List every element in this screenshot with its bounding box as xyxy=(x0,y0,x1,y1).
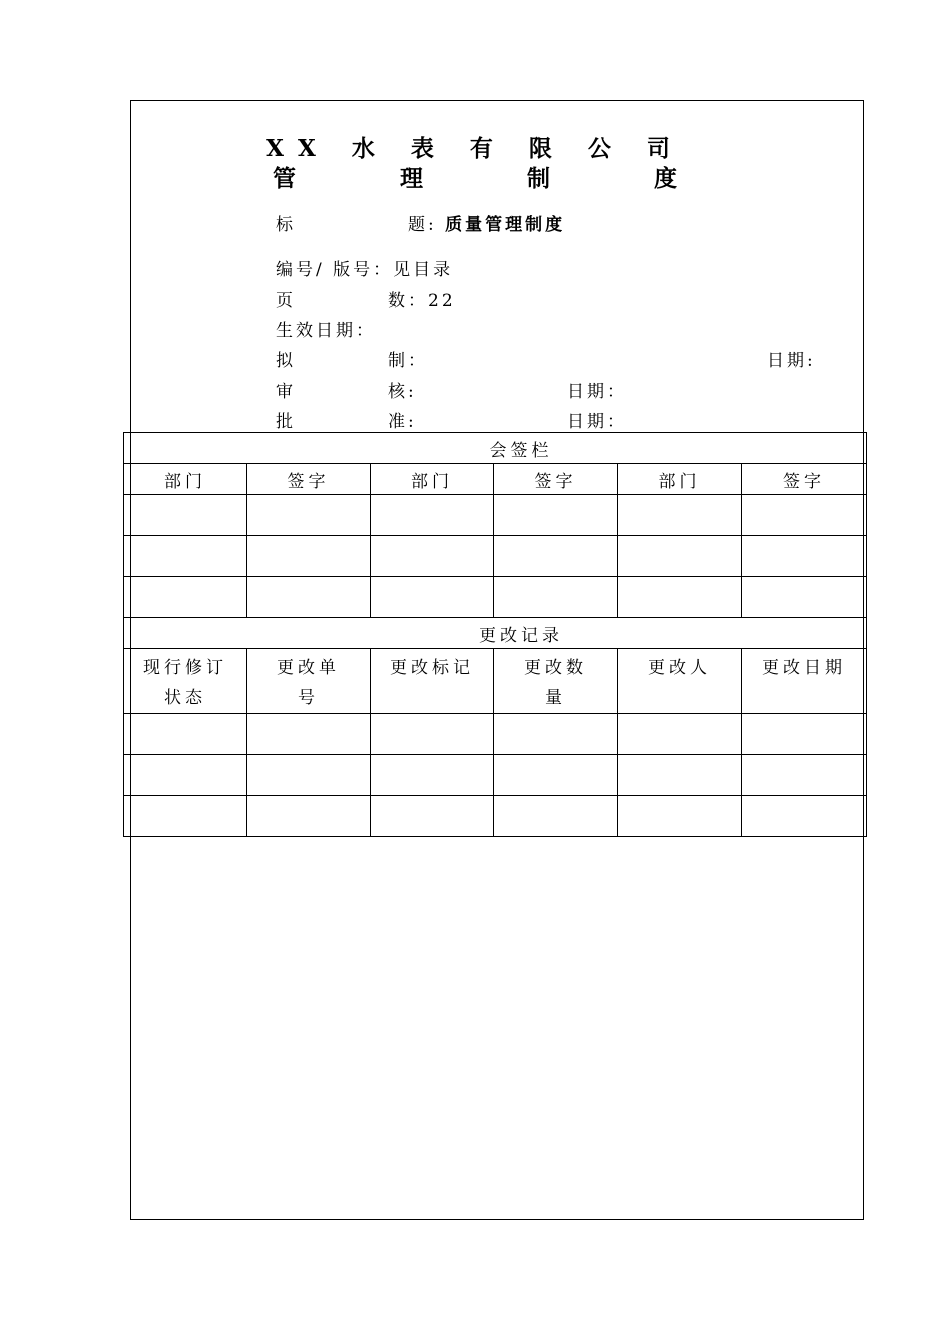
title-label-a: 标 xyxy=(276,215,296,235)
blank-cell[interactable] xyxy=(494,714,618,755)
review-date-label: 日期： xyxy=(567,382,627,402)
changes-row xyxy=(124,796,867,837)
blank-cell[interactable] xyxy=(371,714,494,755)
approve-label-b: 准: xyxy=(388,412,417,432)
blank-cell[interactable] xyxy=(618,536,742,577)
code-row xyxy=(276,255,453,280)
blank-cell[interactable] xyxy=(124,796,247,837)
effective-date-label: 生效日期： xyxy=(276,321,376,341)
title-label-b: 题: xyxy=(408,215,437,235)
blank-cell[interactable] xyxy=(742,495,867,536)
blank-cell[interactable] xyxy=(618,796,742,837)
header-line: 更改标记 xyxy=(390,658,474,678)
header-line: 状态 xyxy=(164,688,206,708)
blank-cell[interactable] xyxy=(371,536,494,577)
document-type: 管 理 制 度 xyxy=(272,165,726,192)
countersign-title-row xyxy=(124,433,867,464)
blank-cell[interactable] xyxy=(618,714,742,755)
blank-cell[interactable] xyxy=(618,495,742,536)
blank-cell[interactable] xyxy=(618,577,742,618)
approve-date-label: 日期： xyxy=(567,412,627,432)
blank-cell[interactable] xyxy=(247,755,371,796)
code-label: 编号/ 版号： xyxy=(276,260,394,280)
countersign-row xyxy=(124,495,867,536)
pages-label-a: 页 xyxy=(276,291,296,311)
countersign-header-dept: 部门 xyxy=(124,464,247,495)
blank-cell[interactable] xyxy=(371,796,494,837)
header-line: 号 xyxy=(298,688,319,708)
blank-cell[interactable] xyxy=(494,495,618,536)
header-line: 量 xyxy=(545,688,566,708)
changes-header-row xyxy=(124,649,867,714)
blank-cell[interactable] xyxy=(494,577,618,618)
review-label-b: 核: xyxy=(388,382,417,402)
blank-cell[interactable] xyxy=(742,755,867,796)
title-value: 质量管理制度 xyxy=(445,215,566,235)
changes-header-change-mark xyxy=(371,649,494,714)
blank-cell[interactable] xyxy=(742,536,867,577)
blank-cell[interactable] xyxy=(742,796,867,837)
draft-date-label: 日期: xyxy=(767,351,816,371)
signoff-table xyxy=(123,432,867,837)
blank-cell[interactable] xyxy=(742,577,867,618)
header-line: 更改数 xyxy=(524,658,587,678)
blank-cell[interactable] xyxy=(124,577,247,618)
blank-cell[interactable] xyxy=(494,755,618,796)
blank-cell[interactable] xyxy=(124,536,247,577)
countersign-title: 会签栏 xyxy=(124,433,867,464)
changes-header-change-qty xyxy=(494,649,618,714)
blank-cell[interactable] xyxy=(124,755,247,796)
review-label-a: 审 xyxy=(276,382,296,402)
countersign-row xyxy=(124,577,867,618)
changes-row xyxy=(124,755,867,796)
pages-value: 22 xyxy=(428,291,456,311)
countersign-header-sign: 签字 xyxy=(742,464,867,495)
header-line: 更改日期 xyxy=(762,658,847,678)
header-line: 更改人 xyxy=(648,658,711,678)
pages-row xyxy=(388,286,456,311)
blank-cell[interactable] xyxy=(371,577,494,618)
code-value: 见目录 xyxy=(393,260,454,280)
company-name: XX 水 表 有 限 公 司 xyxy=(266,135,684,162)
draft-label-b: 制： xyxy=(388,351,428,371)
header-line: 现行修订 xyxy=(143,658,227,678)
blank-cell[interactable] xyxy=(371,495,494,536)
blank-cell[interactable] xyxy=(247,495,371,536)
changes-title-row xyxy=(124,618,867,649)
blank-cell[interactable] xyxy=(494,796,618,837)
changes-header-change-date xyxy=(742,649,867,714)
changes-title: 更改记录 xyxy=(124,618,867,649)
countersign-header-sign: 签字 xyxy=(494,464,618,495)
blank-cell[interactable] xyxy=(124,495,247,536)
title-row xyxy=(408,210,565,235)
countersign-header-row xyxy=(124,464,867,495)
countersign-header-sign: 签字 xyxy=(247,464,371,495)
blank-cell[interactable] xyxy=(371,755,494,796)
blank-cell[interactable] xyxy=(247,714,371,755)
changes-header-revision-status xyxy=(124,649,247,714)
blank-cell[interactable] xyxy=(124,714,247,755)
pages-label-b: 数： xyxy=(388,291,428,311)
blank-cell[interactable] xyxy=(247,536,371,577)
blank-cell[interactable] xyxy=(494,536,618,577)
countersign-header-dept: 部门 xyxy=(371,464,494,495)
changes-row xyxy=(124,714,867,755)
header-line: 更改单 xyxy=(277,658,340,678)
countersign-row xyxy=(124,536,867,577)
blank-cell[interactable] xyxy=(247,796,371,837)
blank-cell[interactable] xyxy=(742,714,867,755)
approve-label-a: 批 xyxy=(276,412,296,432)
draft-label-a: 拟 xyxy=(276,351,296,371)
changes-header-changed-by xyxy=(618,649,742,714)
changes-header-change-order-no xyxy=(247,649,371,714)
blank-cell[interactable] xyxy=(247,577,371,618)
blank-cell[interactable] xyxy=(618,755,742,796)
countersign-header-dept: 部门 xyxy=(618,464,742,495)
